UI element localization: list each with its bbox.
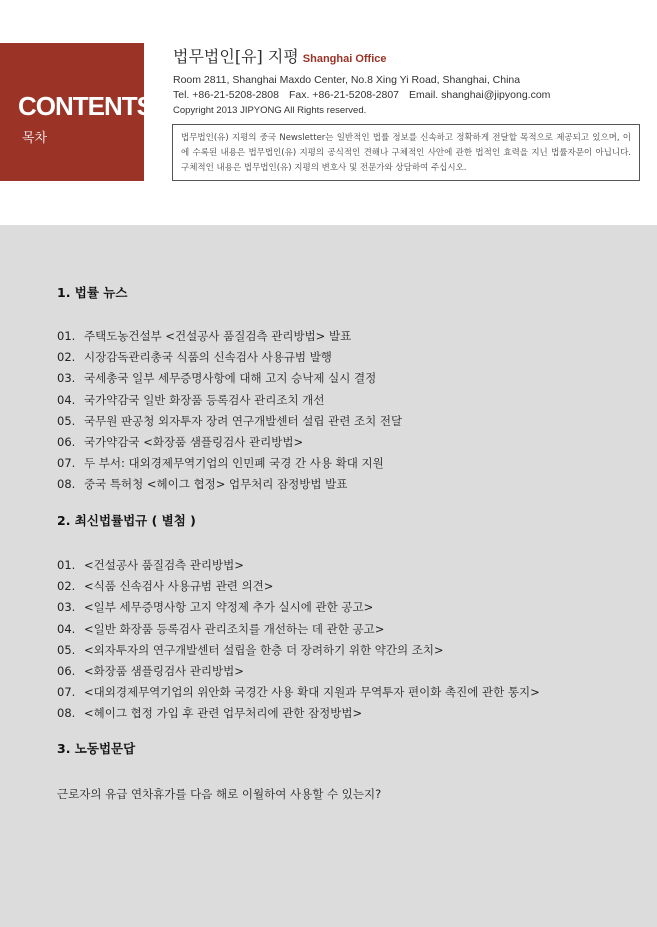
list-item[interactable]: 02. 시장감독관리총국 식품의 신속검사 사용규범 발행 bbox=[57, 350, 332, 365]
office-label: Shanghai Office bbox=[302, 53, 387, 65]
list-item[interactable]: 07. 두 부서: 대외경제무역기업의 인민폐 국경 간 사용 확대 지원 bbox=[57, 456, 384, 471]
labor-question[interactable]: 근로자의 유급 연차휴가를 다음 해로 이월하여 사용할 수 있는지? bbox=[57, 787, 382, 801]
section-title-new-regulations: 2. 최신법률법규 ( 별첨 ) bbox=[57, 513, 196, 528]
list-item[interactable]: 03. 국세총국 일부 세무증명사항에 대해 고지 승낙제 실시 결정 bbox=[57, 371, 377, 386]
contents-banner bbox=[0, 43, 153, 181]
contents-subtitle: 목차 bbox=[22, 131, 48, 146]
list-item[interactable]: 08. <헤이그 협정 가입 후 관련 업무처리에 관한 잠정방법> bbox=[57, 706, 363, 721]
firm-name: 법무법인[유] 지평 bbox=[173, 47, 299, 66]
list-item[interactable]: 03. <일부 세무증명사항 고지 약정제 추가 실시에 관한 공고> bbox=[57, 600, 374, 615]
email-link[interactable]: Email. shanghai@jipyong.com bbox=[409, 89, 551, 101]
tel: Tel. +86-21-5208-2808 bbox=[173, 89, 279, 101]
list-item[interactable]: 08. 중국 특허청 <헤이그 협정> 업무처리 잠정방법 발표 bbox=[57, 477, 348, 492]
phone-line bbox=[173, 88, 560, 103]
list-item[interactable]: 04. <일반 화장품 등록검사 관리조치를 개선하는 데 관한 공고> bbox=[57, 621, 385, 636]
address: Room 2811, Shanghai Maxdo Center, No.8 Xing Yi Road, Shanghai, China bbox=[173, 74, 521, 86]
list-item[interactable]: 05. 국무원 판공청 외자투자 장려 연구개발센터 설립 관련 조치 전달 bbox=[57, 413, 403, 428]
firm-heading bbox=[173, 44, 387, 67]
fax: Fax. +86-21-5208-2807 bbox=[288, 89, 400, 101]
list-item[interactable]: 06. <화장품 샘플링검사 관리방법> bbox=[57, 663, 244, 678]
contact-info bbox=[173, 73, 560, 118]
list-item[interactable]: 06. 국가약감국 <화장품 샘플링검사 관리방법> bbox=[57, 434, 304, 449]
new-regulations-list bbox=[57, 555, 540, 725]
copyright: Copyright 2013 JIPYONG All Rights reserved. bbox=[173, 105, 367, 116]
list-item[interactable]: 05. <외자투자의 연구개발센터 설립을 한층 더 장려하기 위한 약간의 조치> bbox=[57, 642, 444, 657]
contents-title: CONTENTS bbox=[18, 91, 153, 121]
list-item[interactable]: 01. 주택도농건설부 <건설공사 품질검측 관리방법> 발표 bbox=[57, 329, 352, 343]
disclaimer-box: 법무법인(유) 지평의 중국 Newsletter는 일반적인 법률 정보를 신속하고 정확하게 전달할 목적으로 제공되고 있으며, 이에 수록된 내용은 법무법인(유) 지평의 공식적인 견해나 구체적인 사안에 관한 법적인 효력을 지닌 법률자문이 아닙니다. 구체적인 내용은 법무법인(유) 지평의 변호사 및 전문가와 상담하여 주십시오. bbox=[172, 124, 640, 181]
list-item[interactable]: 01. <건설공사 품질검측 관리방법> bbox=[57, 558, 244, 572]
section-title-labor-qa: 3. 노동법문답 bbox=[57, 741, 136, 756]
list-item[interactable]: 04. 국가약감국 일반 화장품 등록검사 관리조치 개선 bbox=[57, 392, 325, 407]
list-item[interactable]: 07. <대외경제무역기업의 위안화 국경간 사용 확대 지원과 무역투자 편이화 촉진에 관한 통지> bbox=[57, 685, 540, 700]
list-item[interactable]: 02. <식품 신속검사 사용규범 관련 의견> bbox=[57, 579, 274, 594]
legal-news-list bbox=[57, 326, 402, 496]
section-title-legal-news: 1. 법률 뉴스 bbox=[57, 285, 128, 300]
